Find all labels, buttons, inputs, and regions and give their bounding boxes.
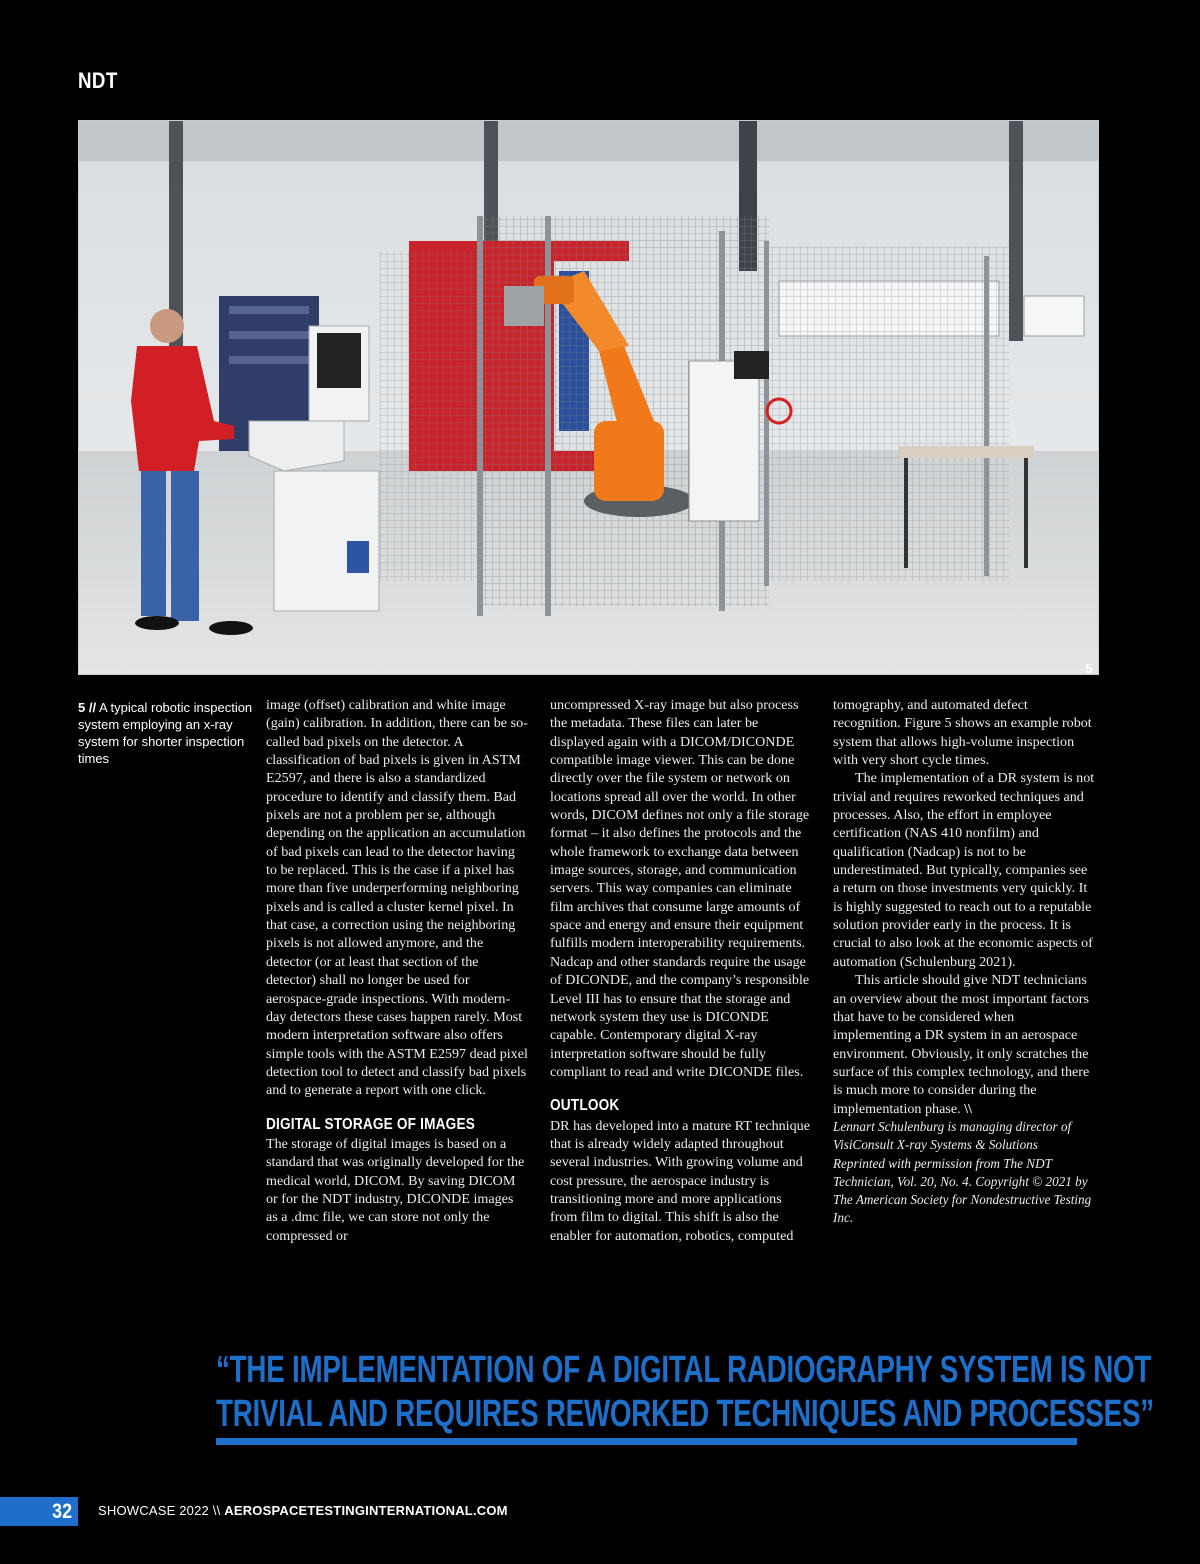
section-heading-outlook: OUTLOOK bbox=[550, 1097, 620, 1115]
paragraph: DR has developed into a mature RT technique that is already widely adapted throughout several industries. With growing volume and cost pressure, the aerospace industry is transitioning more and more applications from film to digital. This shift is also the enabler for automation, robotics, computed bbox=[550, 1117, 810, 1244]
paragraph-final bbox=[833, 971, 1095, 1118]
paragraph: image (offset) calibration and white image (gain) calibration. In addition, there can be so-called bad pixels on the detector. A classification of bad pixels is given in ASTM E2597, and there is also a standardized procedure to identify and classify them. Bad pixels are not a problem per se, although depending on the application an accumulation of bad pixels can lead to the detector having to be replaced. This is the case if a pixel has more than five underperforming neighboring pixels and is called a cluster kernel pixel. In that case, a correction using the neighboring pixels is not allowed anymore, and the detector (or at least that section of the detector) shall no longer be used for aerospace-grade inspections. With modern-day detectors these cases happen rarely. Most modern interpretation software also offers simple tools with the ASTM E2597 dead pixel detection tool to detect and classify bad pixels and to generate a report with one click. bbox=[266, 697, 528, 1099]
section-heading-digital-storage: DIGITAL STORAGE OF IMAGES bbox=[266, 1115, 476, 1133]
paragraph: uncompressed X-ray image but also process the metadata. These files can later be displayed again with a DICOM/DICONDE compatible image viewer. This can be done directly over the file system or network on locations spread all over the world. In other words, DICOM defines not only a file storage format – it also defines the protocols and the whole framework to exchange data between image sources, storage, and communication servers. This way companies can eliminate film archives that consume large amounts of space and energy and ensure their equipment fulfills modern interoperability requirements. Nadcap and other standards require the usage of DICONDE, and the company’s responsible Level III has to ensure that the storage and network system they use is DICONDE capable. Contemporary digital X-ray interpretation software should be fully compliant to read and write DICONDE files. bbox=[550, 697, 810, 1080]
figure-photo bbox=[78, 120, 1099, 675]
article-column-2 bbox=[550, 696, 812, 1245]
page-number: 32 bbox=[52, 1500, 72, 1523]
article-column-1 bbox=[266, 696, 528, 1245]
paragraph: tomography, and automated defect recognition. Figure 5 shows an example robot system that allows high-volume inspection with very short cycle times. bbox=[833, 697, 1092, 769]
figure-number: 5 bbox=[1085, 661, 1093, 676]
end-mark: \\ bbox=[960, 1100, 972, 1117]
caption-text: A typical robotic inspection system employing an x-ray system for shorter inspection times bbox=[78, 700, 253, 766]
article-column-3 bbox=[833, 696, 1095, 1228]
footer bbox=[98, 1503, 508, 1518]
reprint-notice: Reprinted with permission from The NDT Technician, Vol. 20, No. 4. Copyright © 2021 by The American Society for Nondestructive Testing Inc. bbox=[833, 1155, 1092, 1226]
pull-quote-rule bbox=[216, 1438, 1077, 1445]
pull-quote-line-2: TRIVIAL AND REQUIRES REWORKED TECHNIQUES AND PROCESSES” bbox=[216, 1393, 1154, 1435]
paragraph-text: This article should give NDT technicians an overview about the most important factors that have to be considered when implementing a DR system in an aerospace environment. Obviously, it only scratches the surface of this complex technology, and there is much more to consider during the implementation phase. bbox=[833, 972, 1090, 1117]
robotic-inspection-photo bbox=[79, 121, 1098, 674]
figure-caption bbox=[78, 699, 253, 767]
paragraph: The storage of digital images is based on a standard that was originally developed for the medical world, DICOM. By saving DICOM or for the NDT industry, DICONDE images as a .dmc file, we can store not only the compressed or bbox=[266, 1135, 525, 1244]
footer-website-link[interactable]: AEROSPACETESTINGINTERNATIONAL.COM bbox=[224, 1503, 508, 1518]
footer-issue: SHOWCASE 2022 \\ bbox=[98, 1503, 225, 1518]
paragraph: The implementation of a DR system is not trivial and requires reworked techniques and processes. Also, the effort in employee certification (NAS 410 nonfilm) and qualification (Nadcap) is not to be underestimated. But typically, companies see a return on those investments very quickly. It is highly suggested to reach out to a reputable solution provider early in the process. It is crucial to also look at the economic aspects of automation (Schulenburg 2021). bbox=[833, 770, 1095, 970]
pull-quote-line-1: “THE IMPLEMENTATION OF A DIGITAL RADIOGRAPHY SYSTEM IS NOT bbox=[216, 1349, 1152, 1391]
pull-quote bbox=[216, 1348, 1154, 1436]
section-label: NDT bbox=[78, 68, 118, 93]
author-bio: Lennart Schulenburg is managing director of VisiConsult X-ray Systems & Solutions bbox=[833, 1118, 1072, 1153]
caption-number: 5 // bbox=[78, 700, 97, 715]
